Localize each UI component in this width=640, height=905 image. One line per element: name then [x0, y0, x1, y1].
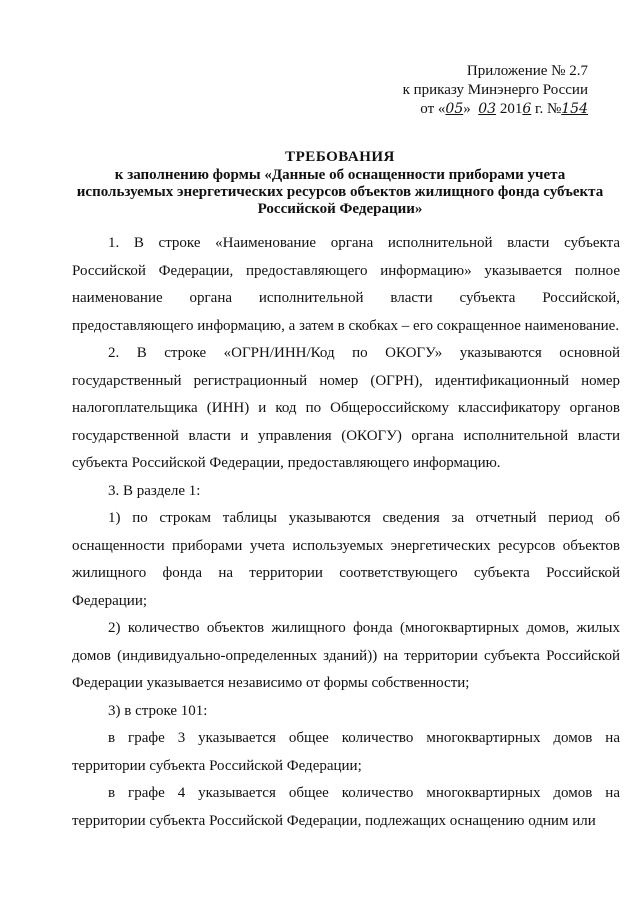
document-body — [72, 230, 620, 835]
date-prefix: от « — [420, 101, 446, 117]
paragraph-2: 2. В строке «ОГРН/ИНН/Код по ОКОГУ» указываются основной государственный регистрационный номер (ОГРН), идентификационный номер налогоплательщика (ИНН) и код по Общероссийскому классификатору органов государственной власти и управления (ОКОГУ) органа исполнительной власти субъекта Российской Федерации, предоставляющего информацию. — [72, 345, 620, 471]
handwritten-order-number: 154 — [561, 101, 588, 117]
document-title — [60, 149, 620, 218]
title-heading: ТРЕБОВАНИЯ — [285, 149, 395, 165]
title-subtitle-line-2: используемых энергетических ресурсов объектов жилищного фонда субъекта — [76, 184, 604, 200]
paragraph-4: 1) по строкам таблицы указываются сведения за отчетный период об оснащенности приборами учета используемых энергетических ресурсов объектов жилищного фонда на территории соответствующего субъекта Российской Федерации; — [72, 510, 620, 609]
title-subtitle-line-3: Российской Федерации» — [257, 201, 423, 217]
handwritten-year-digit: 6 — [522, 101, 532, 117]
paragraph-5: 2) количество объектов жилищного фонда (многоквартирных домов, жилых домов (индивидуально-определенных зданий)) на территории субъекта Российской Федерации указывается независимо от формы собственности; — [72, 620, 620, 691]
appendix-date-line — [403, 100, 588, 119]
paragraph-7: в графе 3 указывается общее количество многоквартирных домов на территории субъекта Российской Федерации; — [72, 730, 620, 774]
appendix-block — [403, 62, 588, 119]
order-number-label: г. № — [531, 101, 562, 117]
paragraph-1: 1. В строке «Наименование органа исполнительной власти субъекта Российской Федерации, предоставляющего информацию» указывается полное наименование органа исполнительной власти субъекта Российской, предоставляющего информацию, а затем в скобках – его сокращенное наименование. — [72, 235, 620, 334]
date-sep: » — [463, 101, 471, 117]
appendix-number: Приложение № 2.7 — [466, 63, 588, 79]
handwritten-month: 03 — [478, 101, 497, 117]
paragraph-3: 3. В разделе 1: — [108, 482, 201, 499]
paragraph-8: в графе 4 указывается общее количество многоквартирных домов на территории субъекта Российской Федерации, подлежащих оснащению одним или — [72, 785, 620, 829]
handwritten-day: 05 — [445, 101, 464, 117]
title-subtitle-line-1: к заполнению формы «Данные об оснащенности приборами учета — [114, 167, 566, 183]
paragraph-6: 3) в строке 101: — [108, 702, 208, 719]
appendix-order-ref: к приказу Минэнерго России — [402, 82, 588, 98]
date-year-prefix: 201 — [496, 101, 523, 117]
